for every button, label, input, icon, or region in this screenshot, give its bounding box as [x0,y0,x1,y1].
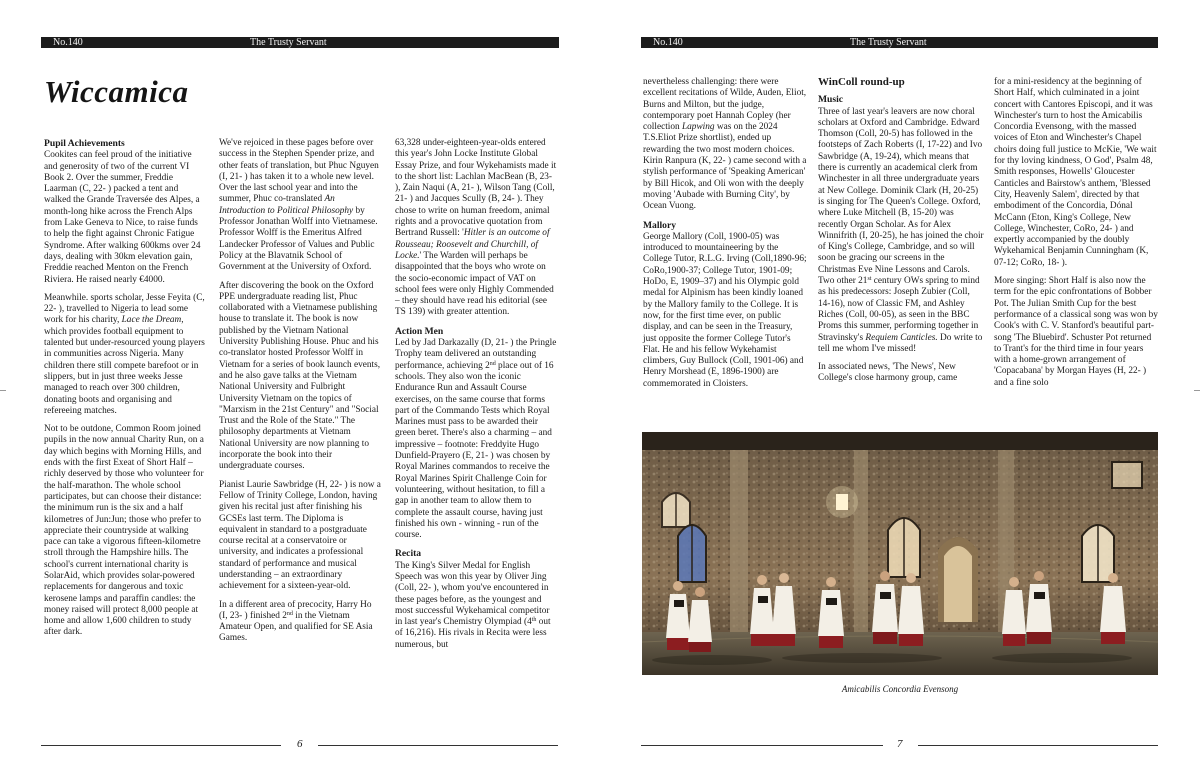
heading-pupil-achievements: Pupil Achievements [44,138,125,149]
page-number-right: 7 [897,738,903,750]
paragraph: Meanwhile. sports scholar, Jesse Feyita (C, 22- ), travelled to Nigeria to lead some work for his charity, Lace the Dream, which provides football equipment to talented but under-resourced young players in communities across Nigeria. Many children there still compete barefoot or in slippers, but in just three weeks Jesse managed to reach over 300 children, donating boots and organising and refereeing matches. [44,292,205,416]
paragraph: In a different area of precocity, Harry Ho (I, 23- ) finished 2nd in the Vietnam Amateur Open, and qualified for SE Asia Games. [219,599,373,644]
magazine-title: The Trusty Servant [250,37,327,48]
header-bar-left [41,37,559,48]
paragraph: More singing: Short Half is also now the term for the epic confrontations of Bobber Pot. The Julian Smith Cup for the best performance of a classical song was won by Cook's with C. V. Stanford's beautiful part-song 'The Bluebird'. Schuster Pot returned to Trant's for the third time in four years with a home-grown arrangement of 'Copacabana' by Morgan Hayes (H, 22- ) and a fine solo [994,276,1158,388]
paragraph: Pianist Laurie Sawbridge (H, 22- ) is now a Fellow of Trinity College, London, having given his recital just after finishing his GCSEs last term. The Diploma is equivalent in standard to a postgraduate course recital at a conservatoire or university, and indicates a professional standard of performance and musical understanding – an extraordinary achievement for a sixteen-year-old. [219,479,381,592]
footer-rule-right [318,745,558,746]
left-column-2 [219,138,382,652]
lantern-lamp [826,486,858,518]
paragraph: nevertheless challenging: there were excellent recitations of Wilde, Auden, Eliot, Burns and Milton, but the judge, contemporary poet Hannah Copley (her collection Lapwing was on the 2024 T.S.Eliot Prize shortlist), ended up rewarding the two most modern choices. Kirin Ranpura (K, 22- ) came second with a stylish performance of 'Speaking American' by Bill Hicok, and Oli won with the deeply moving 'Aubade with Burning City', by Ocean Vuong. [643,77,807,212]
footer-rule-left [41,745,281,746]
paragraph: We've rejoiced in these pages before over success in the Stephen Spender prize, and other feats of translation, but Phuc Nguyen (I, 21- ) has taken it to a whole new level. Over the last school year and into the summer, Phuc co-translated An Introduction to Political Philosophy by Professor Jonathan Wolff into Vietnamese. Professor Wolff is the Emeritus Alfred Landecker Professor of Values and Public Policy at the Blavatnik School of Government at the University of Oxford. [219,138,379,273]
paragraph: Led by Jad Darkazally (D, 21- ) the Pringle Trophy team delivered an outstanding performance, achieving 2nd place out of 16 schools. They also won the iconic Endurance Run and Assault Course exercises, on the same course that forms part of the Commando Tests which Royal Marines must pass to be awarded their green beret. There's also a charming – and impressive – footnote: Freddyite Hugo Dunfield-Prayero (E, 21- ) was chosen by Royal Marines commandos to receive the Royal Marines Spirit Challenge Coin for volunteering, without hesitation, to fill a gap in another team to allow them to complete the assault course, having just finished his own - winning - run of the course. [395,338,557,541]
right-page [600,0,1200,781]
choir-procession-photo [642,432,1158,675]
paragraph: 63,328 under-eighteen-year-olds entered this year's John Locke Institute Global Essay Prize, and four Wykehamists made it to the short list: Lachlan MacBean (B, 23- ), Zain Naqui (A, 21- ), Wilson Tang (Coll, 21- ) and Jacques Scully (B, 24- ). They chose to write on human freedom, animal rights and a provocative quotation from Bertrand Russell: 'Hitler is an outcome of Rousseau; Roosevelt and Churchill, of Locke.' The Warden will perhaps be disappointed that the boys who wrote on the socio-economic impact of VAT on school fees were only Highly Commended – they should have read his editorial (see TS 139) with greater attention. [395,138,557,318]
paragraph: George Mallory (Coll, 1900-05) was introduced to mountaineering by the College Tutor, R.L.G. Irving (Coll,1890-96; CoRo,1900-37; College Tutor, 1901-09; HoDo, E, 1909–37) and his Olympic gold medal for Alpinism has been kindly loaned by the Mallory family to the College. It is now, for the first time ever, on public display, and can be seen in the Treasury, just opposite the former College Tutor's Flat. He and his fellow Wykehamist climbers, Guy Bullock (Coll, 1901-06) and Henry Morshead (E, 1896-1900) are commemorated in Cloisters. [643,231,807,389]
crop-mark [0,390,6,391]
heading-mallory: Mallory [643,219,677,231]
left-column-3 [395,138,558,658]
heading-wincoll-roundup: WinColl round-up [818,76,905,88]
footer-rule-left [641,745,883,746]
paragraph: The King's Silver Medal for English Speech was won this year by Oliver Jing (Coll, 22- ), whom you've encountered in these pages before, as the youngest and most successful Wykehamical competitor in last year's Chemistry Olympiad (4th out of 16,216). His rivals in Recita were less numerous, but [395,560,551,650]
paragraph: for a mini-residency at the beginning of Short Half, which culminated in a joint concert with Cantores Episcopi, and it was Winchester's turn to host the Amicabilis Concordia Evensong, with the massed voices of Eton and Winchester's Chapel choirs doing full justice to McKie, 'We wait for thy loving kindness, O God', Psalm 48, Smith responses, Howells' Gloucester Canticles and Bairstow's anthem, 'Blessed City, Heavenly Salem', directed by that embodiment of the Concordia, Dónal McCann (Eton, King's College, New College, Winchester, CoRo, 24- ) and expertly accompanied by the doubly Wykehamical Benjamin Cunningham (K, 07-12; CoRo, 18- ). [994,77,1157,268]
heading-action-men: Action Men [395,325,444,337]
left-column-1 [44,138,206,646]
crop-mark [1194,390,1200,391]
paragraph: In associated news, 'The News', New College's close harmony group, came [818,362,958,384]
page-number-left: 6 [297,738,303,750]
magazine-title: The Trusty Servant [850,37,927,48]
issue-number: No.140 [653,37,683,48]
right-column-1 [643,77,807,397]
heading-recita: Recita [395,548,422,560]
header-bar-right [641,37,1158,48]
paragraph: Three of last year's leavers are now choral scholars at Oxford and Cambridge. Edward Thomson (Coll, 20-5) has followed in the footsteps of Zach Roberts (I, 17-22) and Ivo Sawbridge (A, 19-24), which means that there is currently an academical clerk from Winchester in all three undergraduate years at New College. Dominik Clark (H, 20-25) is singing for The Queen's College. Oxford, where Luke Mitchell (B, 15-20) was recently Organ Scholar. As for Alex Winnifrith (I, 20-25), he has joined the choir of King's College, Cambridge, and so will soon be gracing our screens in the Christmas Eve Nine Lessons and Carols. Two other 21st century OWs spring to mind as his predecessors: Joseph Zubier (Coll, 14-16), now of Classic FM, and Ashley Riches (Coll, 00-05), as seen in the BBC Proms this summer, performing together in Stravinsky's Requiem Canticles. Do write to tell me whom I've missed! [818,106,984,354]
paragraph: Cookites can feel proud of the initiative and generosity of two of the current VI Book 2. Over the summer, Freddie Laarman (C, 22- ) packed a tent and walked the Grande Traversée des Alpes, a month-long hike across the French Alps from Lake Geneva to Nice, to raise funds to help the fight against Chronic Fatigue Syndrome. After walking 600kms over 24 days, dealing with 30km elevation gain, Freddie reached Menton on the French Riviera. He raised nearly €4000. [44,150,201,285]
paragraph: Not to be outdone, Common Room joined pupils in the now annual Charity Run, on a day which begins with Morning Hills, and ends with the first Exeat of Short Half – richly deserved by those who volunteer for the half-marathon. The whole school participates, but can choose their distance: the minimum run is the six and a half kilometres of Jun:Jun; those who prefer to appreciate their countryside at walking pace can take a vigorous fifteen-kilometre stroll through the Hampshire hills. The school's current international charity is SolarAid, which provides solar-powered replacements for dangerous and toxic kerosene lamps and paraffin candles: the money raised will protect 8,000 people at home and allow 1,600 children to study after dark. [44,424,204,638]
right-column-2 [818,77,984,392]
issue-number: No.140 [53,37,83,48]
paragraph: After discovering the book on the Oxford PPE undergraduate reading list, Phuc collaborated with a Vietnamese publishing house to translate it. The book is now published by the Vietnam National University Publishing House. Phuc and his co-translator hosted Professor Wolff in Vietnam for a series of book launch events, and he also gave talks at the Vietnam National University and Fulbright University Vietnam on the topics of "Marxism in the 21st Century" and "Social Trust and the Role of the State." The philosophy departments at Vietnam National University are now planning to incorporate the book into their undergraduate courses. [219,280,381,472]
section-title: Wiccamica [44,74,189,109]
photo-caption: Amicabilis Concordia Evensong [841,684,959,694]
photo-illustration [642,432,1158,675]
heading-music: Music [818,94,844,106]
right-column-3 [994,77,1158,396]
footer-rule-right [918,745,1158,746]
